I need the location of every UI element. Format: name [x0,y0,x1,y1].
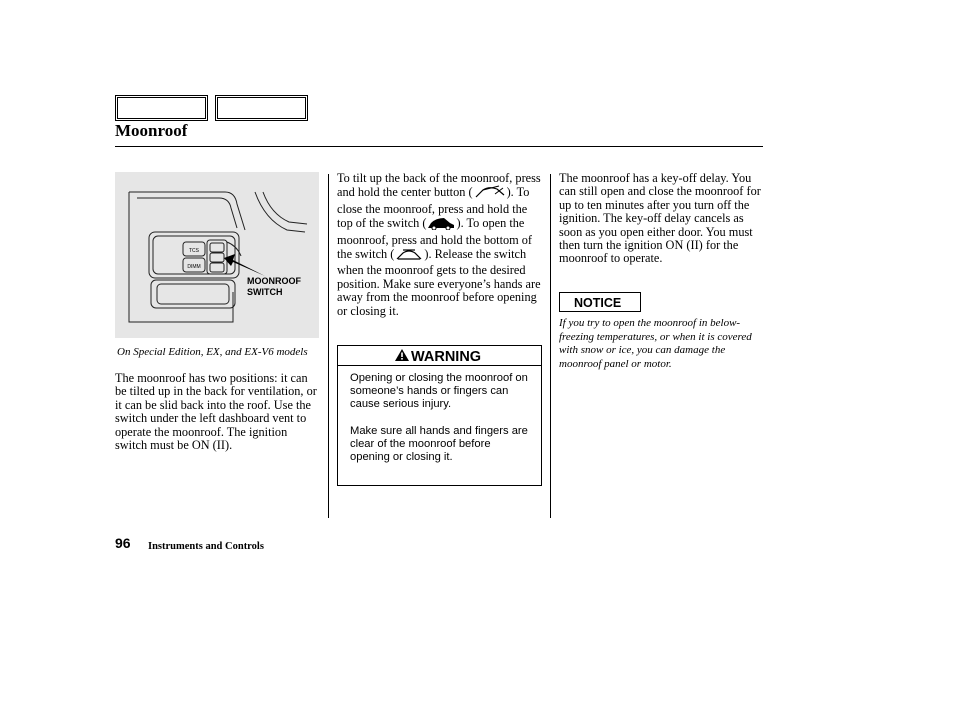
warning-heading: WARNING [411,349,482,365]
nav-tab-box-1[interactable] [115,95,208,121]
switch-label-line2: SWITCH [247,287,283,297]
tilt-icon [473,185,507,202]
switch-label-line1: MOONROOF [247,276,301,286]
pointer-arrow-icon [224,254,265,276]
warning-text [350,372,530,477]
warning-header [338,346,541,366]
nav-tab-box-2[interactable] [215,95,308,121]
column3-text: The moonroof has a key-off delay. You can still open and close the moonroof for up to ten minutes after you turn off the ignition. The key-off delay cancels as soon as you open either door. You must then turn the ignition ON (II) for the moonroof to operate. [559,171,761,266]
section-name: Instruments and Controls [148,541,264,552]
moonroof-switch-illustration [115,172,319,338]
col2-part3: ). To open the moonroof, press and hold the bottom of the switch ( [337,216,533,262]
col2-part2: ). To close the moonroof, press and hold the top of the switch ( [337,185,530,231]
page-number: 96 [115,535,131,551]
open-roof-icon [394,247,424,264]
warning-box [337,345,542,486]
warning-para2: Make sure all hands and fingers are clear of the moonroof before opening or closing it. [350,424,528,464]
close-car-icon [426,216,456,233]
illustration-caption: On Special Edition, EX, and EX-V6 models [117,346,308,358]
column1-text: The moonroof has two positions: it can be tilted up in the back for ventilation, or it can be slid back into the roof. Use the switch under the left dashboard vent to operate the moonroof. The ignition switch must be ON (II). [115,371,317,453]
dashboard-drawing [115,172,319,338]
col2-part4: ). Release the switch when the moonroof gets to the desired position. Make sure everyone’s hands are away from the moonroof before opening or closing it. [337,247,541,318]
col2-part1: To tilt up the back of the moonroof, press and hold the center button ( [337,171,541,200]
notice-text: If you try to open the moonroof in below-freezing temperatures, or when it is covered with snow or ice, you can damage the moonroof panel or motor. [559,317,752,370]
notice-heading: NOTICE [574,296,622,310]
column-divider-2 [550,174,551,518]
warning-para1: Opening or closing the moonroof on someone’s hands or fingers can cause serious injury. [350,372,528,411]
column-divider-1 [328,174,329,518]
tcs-button-label: TCS [189,248,199,254]
dimm-button-label: DIMM [187,264,201,270]
title-rule [115,146,763,147]
notice-box [559,292,641,312]
page-title: Moonroof [115,121,188,140]
column2-text [337,172,542,318]
